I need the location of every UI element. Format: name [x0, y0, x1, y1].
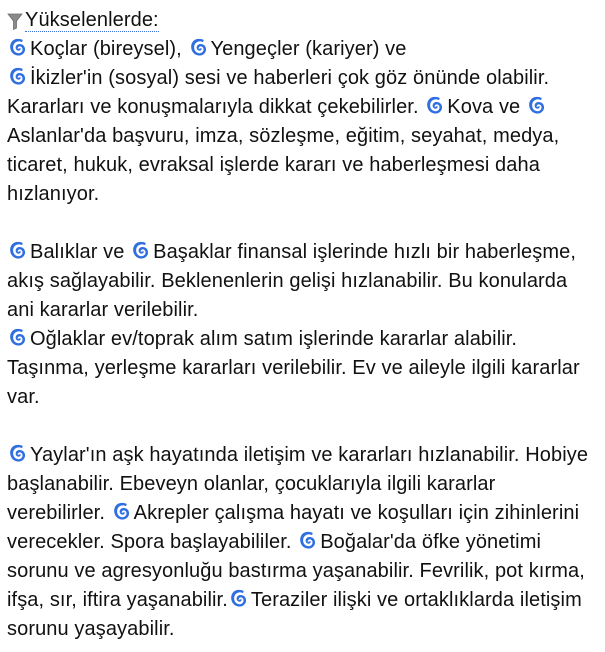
- cyclone-icon: [188, 37, 209, 58]
- text-segment: Aslanlar'da başvuru, imza, sözleşme, eğitim, seyahat, medya, ticaret, hukuk, evraksal işlerde kararı ve haberleşmesi daha hızlanıyor.: [7, 125, 560, 205]
- text-segment: Boğalar'da öfke yönetimi sorunu ve agresyonluğu bastırma yaşanabilir. Fevrilik, pot kırma, ifşa, sır, iftira yaşanabilir.: [7, 531, 585, 611]
- text-segment: İkizler'in (sosyal) sesi ve haberleri çok göz önünde olabilir. Kararları ve konuşmalarıyla dikkat çekebilirler.: [7, 67, 550, 118]
- paragraph-gap: [7, 412, 599, 441]
- paragraph-1: [7, 35, 599, 209]
- text-segment: Teraziler ilişki ve ortaklıklarda iletişim sorunu yaşayabilir.: [7, 589, 582, 640]
- cyclone-icon: [228, 588, 249, 609]
- cyclone-icon: [7, 327, 28, 348]
- cyclone-icon: [7, 240, 28, 261]
- cyclone-icon: [130, 240, 151, 261]
- text-segment: Oğlaklar ev/toprak alım satım işlerinde kararlar alabilir. Taşınma, yerleşme kararları verilebilir. Ev ve aileyle ilgili kararlar var.: [7, 328, 580, 408]
- cyclone-icon: [7, 443, 28, 464]
- cyclone-icon: [526, 95, 547, 116]
- funnel-icon: [7, 11, 23, 31]
- paragraph-2: [7, 238, 599, 412]
- cyclone-icon: [424, 95, 445, 116]
- text-segment: Yaylar'ın aşk hayatında iletişim ve kararları hızlanabilir. Hobiye başlanabilir. Ebeveyn olanlar, çocuklarıyla ilgili kararlar verebilirler.: [7, 444, 589, 524]
- page-title: Yükselenlerde:: [25, 9, 159, 31]
- text-segment: Kova ve: [447, 96, 526, 118]
- cyclone-icon: [7, 37, 28, 58]
- text-segment: Başaklar finansal işlerinde hızlı bir haberleşme, akış sağlayabilir. Beklenenlerin gelişi hızlanabilir. Bu konularda ani kararlar verilebilir.: [7, 241, 577, 321]
- paragraph-gap: [7, 209, 599, 238]
- text-segment: Koçlar (bireysel),: [30, 38, 188, 60]
- text-segment: Yengeçler (kariyer) ve: [210, 38, 407, 60]
- cyclone-icon: [297, 530, 318, 551]
- text-segment: Balıklar ve: [30, 241, 131, 263]
- paragraph-3: [7, 441, 599, 644]
- heading-line: [7, 6, 599, 35]
- cyclone-icon: [111, 501, 132, 522]
- cyclone-icon: [7, 66, 28, 87]
- text-segment: Akrepler çalışma hayatı ve koşulları için zihinlerini verecekler. Spora başlayabililer.: [7, 502, 580, 553]
